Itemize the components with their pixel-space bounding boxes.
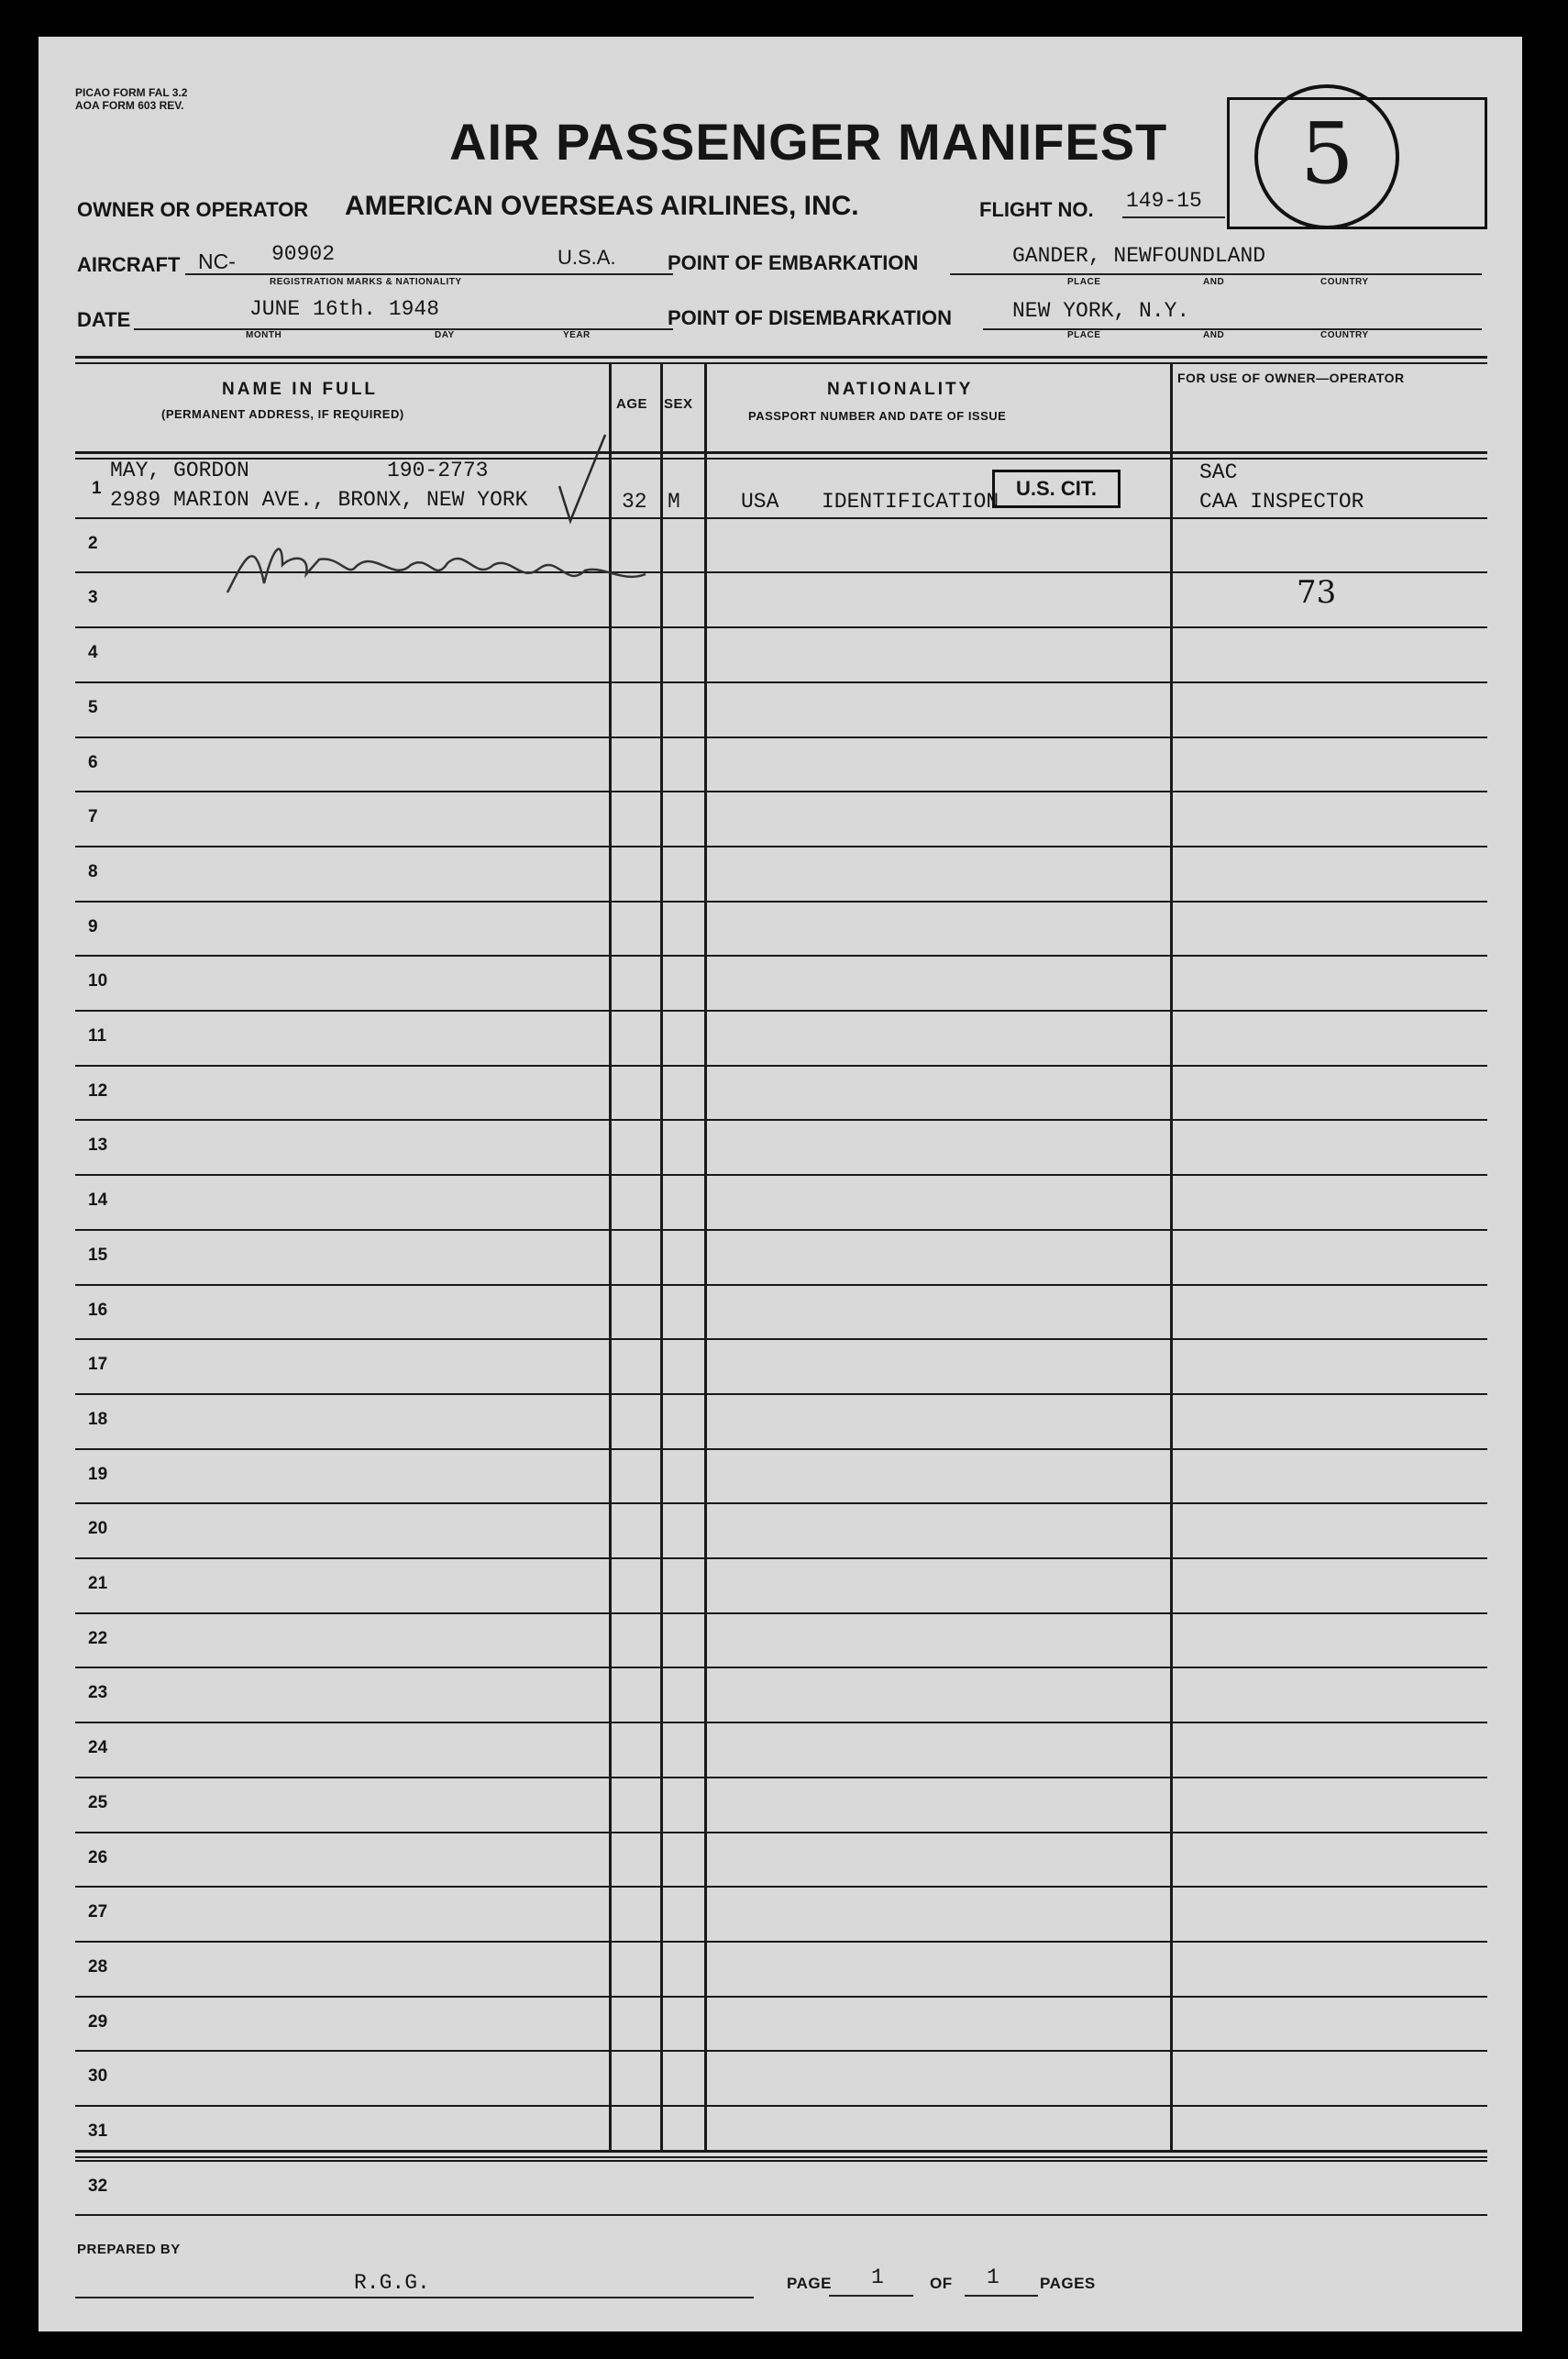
- row-number: 30: [88, 2066, 108, 2087]
- prepared-by-label: PREPARED BY: [77, 2242, 181, 2257]
- page-title: AIR PASSENGER MANIFEST: [449, 113, 1168, 171]
- aircraft-prefix: NC-: [198, 249, 236, 273]
- row-rule: [75, 955, 1487, 957]
- row-rule: [75, 1777, 1487, 1778]
- col-header-name-sub: (PERMANENT ADDRESS, IF REQUIRED): [161, 407, 404, 421]
- row-number: 32: [88, 2176, 108, 2196]
- row-number: 7: [88, 807, 98, 827]
- row-rule: [75, 1502, 1487, 1504]
- row-rule: [75, 1722, 1487, 1723]
- owner-note-line1: SAC: [1199, 460, 1238, 484]
- owner-value: AMERICAN OVERSEAS AIRLINES, INC.: [345, 191, 859, 221]
- aircraft-nationality: U.S.A.: [558, 246, 616, 269]
- col-header-owner: FOR USE OF OWNER—OPERATOR: [1177, 371, 1405, 385]
- embark-sub-place: PLACE: [1067, 277, 1101, 287]
- owner-note-line2: CAA INSPECTOR: [1199, 490, 1364, 514]
- row-number: 8: [88, 861, 98, 881]
- col-header-nationality: NATIONALITY: [827, 380, 974, 399]
- col-divider-nationality: [1170, 362, 1173, 2151]
- row-number: 31: [88, 2121, 108, 2141]
- row-rule: [75, 1010, 1487, 1012]
- row-rule: [75, 1174, 1487, 1176]
- row-number: 20: [88, 1519, 108, 1539]
- prepared-by-value: R.G.G.: [354, 2271, 430, 2295]
- flight-underline: [1122, 216, 1225, 218]
- col-divider-age: [660, 362, 663, 2151]
- date-sub-day: DAY: [435, 330, 455, 340]
- of-label: OF: [930, 2275, 953, 2292]
- row-rule: [75, 1229, 1487, 1231]
- row-number: 25: [88, 1792, 108, 1812]
- row-rule: [75, 846, 1487, 847]
- table-top-rule: [75, 356, 1487, 359]
- date-label: DATE: [77, 308, 131, 331]
- table-bottom-rule: [75, 2150, 1487, 2153]
- row-number: 29: [88, 2011, 108, 2032]
- row-number: 26: [88, 1847, 108, 1867]
- pages-label: PAGES: [1040, 2275, 1096, 2292]
- row-number: 16: [88, 1300, 108, 1320]
- row-number: 15: [88, 1245, 108, 1265]
- table-bottom-rule-2: [75, 2156, 1487, 2158]
- disembark-sub-country: COUNTRY: [1320, 330, 1369, 340]
- disembark-label: POINT OF DISEMBARKATION: [668, 306, 953, 329]
- passenger-nationality: USA: [741, 490, 779, 514]
- row-rule: [75, 2050, 1487, 2052]
- date-sub-year: YEAR: [563, 330, 591, 340]
- passenger-sex: M: [668, 490, 680, 514]
- table-header-rule: [75, 451, 1487, 454]
- page-total: 1: [987, 2265, 999, 2289]
- row-rule: [75, 1667, 1487, 1668]
- row-rule: [75, 736, 1487, 738]
- date-value: JUNE 16th. 1948: [249, 297, 440, 321]
- row-number: 17: [88, 1355, 108, 1375]
- page-label: PAGE: [787, 2275, 832, 2292]
- row-rule: [75, 2160, 1487, 2162]
- row-number: 9: [88, 916, 98, 936]
- row-number: 23: [88, 1683, 108, 1703]
- row-number: 21: [88, 1574, 108, 1593]
- row-number: 6: [88, 752, 98, 772]
- flight-label: FLIGHT NO.: [979, 198, 1094, 221]
- row-rule: [75, 1393, 1487, 1395]
- embark-underline: [950, 273, 1482, 275]
- row-number: 12: [88, 1080, 108, 1101]
- date-underline: [134, 328, 673, 330]
- embark-value: GANDER, NEWFOUNDLAND: [1012, 244, 1266, 268]
- date-sub-month: MONTH: [246, 330, 282, 340]
- row-number: 3: [88, 588, 98, 608]
- row-number: 28: [88, 1956, 108, 1977]
- page-underline: [829, 2295, 913, 2297]
- col-header-sex: SEX: [664, 396, 693, 412]
- checkmark-icon: [550, 431, 614, 532]
- row-rule: [75, 1448, 1487, 1450]
- row-number: 10: [88, 971, 108, 991]
- row-rule: [75, 681, 1487, 683]
- flight-value: 149-15: [1126, 189, 1202, 213]
- prepared-by-underline: [75, 2297, 754, 2298]
- row-rule: [75, 1119, 1487, 1121]
- row-rule: [75, 2105, 1487, 2107]
- row-number: 13: [88, 1135, 108, 1156]
- owner-label: OWNER OR OPERATOR: [77, 198, 309, 221]
- row-rule: [75, 1832, 1487, 1833]
- row-rule: [75, 1941, 1487, 1943]
- row-number: 4: [88, 643, 98, 663]
- passenger-age: 32: [622, 490, 647, 514]
- row-number: 11: [88, 1026, 107, 1046]
- row-number: 1: [92, 479, 102, 498]
- row-rule: [75, 626, 1487, 628]
- col-header-name: NAME IN FULL: [222, 380, 379, 399]
- manifest-sheet: [39, 37, 1522, 2331]
- row-number: 22: [88, 1628, 108, 1648]
- table-header-rule-2: [75, 458, 1487, 460]
- passenger-address: 2989 MARION AVE., BRONX, NEW YORK: [110, 488, 528, 512]
- col-divider-name: [609, 362, 612, 2151]
- row-rule: [75, 1338, 1487, 1340]
- row-number: 24: [88, 1738, 108, 1758]
- embark-sub-and: AND: [1203, 277, 1225, 287]
- col-header-nationality-sub: PASSPORT NUMBER AND DATE OF ISSUE: [748, 409, 1007, 423]
- row-number: 19: [88, 1464, 108, 1484]
- disembark-underline: [983, 328, 1482, 330]
- row-number: 18: [88, 1409, 108, 1429]
- row-number: 14: [88, 1191, 108, 1211]
- form-id-line1: PICAO FORM FAL 3.2: [75, 86, 188, 99]
- page-number: 1: [871, 2265, 884, 2289]
- row-number: 2: [88, 533, 98, 553]
- form-id-line2: AOA FORM 603 REV.: [75, 99, 184, 112]
- row-number: 5: [88, 697, 98, 717]
- row-number: 27: [88, 1902, 108, 1922]
- row-rule: [75, 791, 1487, 792]
- disembark-sub-and: AND: [1203, 330, 1225, 340]
- aircraft-sublabel: REGISTRATION MARKS & NATIONALITY: [270, 277, 462, 287]
- aircraft-registration: 90902: [271, 242, 336, 266]
- handwritten-signature-scribble: [218, 528, 695, 611]
- citizenship-stamp: U.S. CIT.: [992, 470, 1121, 508]
- row-rule: [75, 1886, 1487, 1888]
- passenger-document: IDENTIFICATION: [822, 490, 999, 514]
- embark-sub-country: COUNTRY: [1320, 277, 1369, 287]
- aircraft-underline: [185, 273, 673, 275]
- col-header-age: AGE: [616, 396, 648, 412]
- row-rule: [75, 1612, 1487, 1614]
- passenger-reference: 190-2773: [387, 459, 489, 482]
- row-rule: [75, 517, 1487, 519]
- embark-label: POINT OF EMBARKATION: [668, 251, 919, 274]
- col-divider-sex: [704, 362, 707, 2151]
- row-rule: [75, 1996, 1487, 1998]
- row-rule: [75, 901, 1487, 903]
- row-rule: [75, 2214, 1487, 2216]
- row-rule: [75, 1284, 1487, 1286]
- circled-number: 5: [1300, 105, 1354, 203]
- aircraft-label: AIRCRAFT: [77, 253, 181, 276]
- row3-handwritten-note: 73: [1297, 574, 1337, 611]
- row-rule: [75, 1557, 1487, 1559]
- disembark-value: NEW YORK, N.Y.: [1012, 299, 1190, 323]
- passenger-name: MAY, GORDON: [110, 459, 249, 482]
- disembark-sub-place: PLACE: [1067, 330, 1101, 340]
- page-total-underline: [965, 2295, 1038, 2297]
- table-top-rule-2: [75, 362, 1487, 364]
- row-rule: [75, 1065, 1487, 1067]
